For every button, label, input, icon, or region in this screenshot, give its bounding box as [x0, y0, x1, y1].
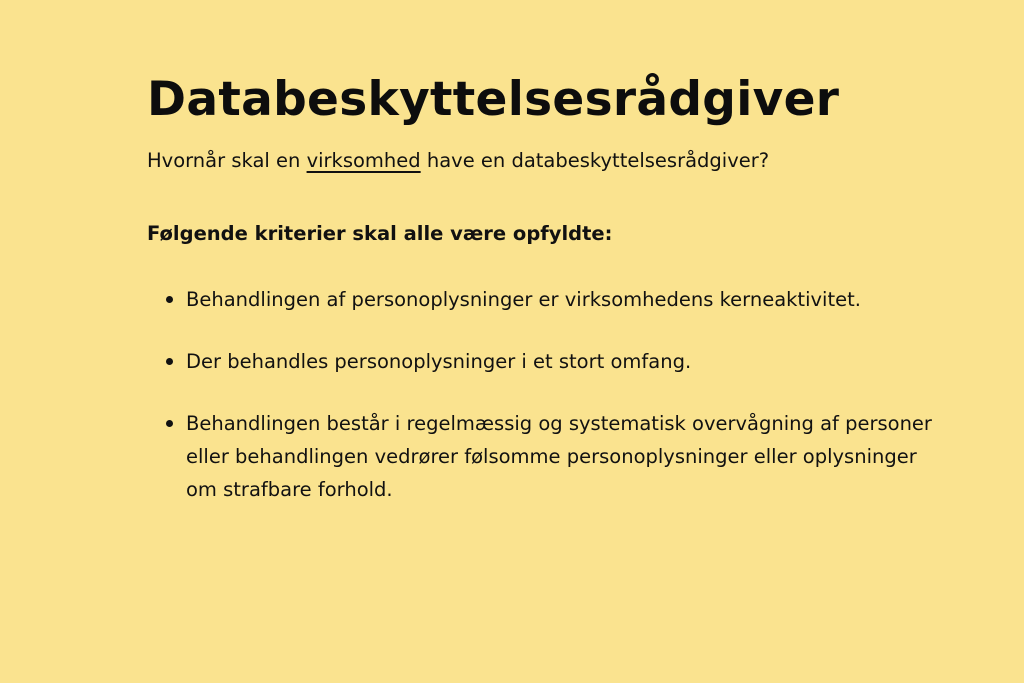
criteria-text: Der behandles personoplysninger i et stort omfang.: [186, 350, 692, 373]
bullet-icon: [166, 420, 173, 427]
criteria-item: [147, 345, 944, 378]
subtitle-question: [147, 146, 944, 176]
criteria-text: Behandlingen består i regelmæssig og systematisk overvågning af personer eller behandlingen vedrører følsomme personoplysninger eller oplysninger om strafbare forhold.: [186, 412, 932, 501]
page-title: Databeskyttelsesrådgiver: [147, 72, 840, 127]
subtitle-text-end: have en databeskyttelsesrådgiver?: [420, 149, 770, 172]
criteria-item: [147, 283, 944, 316]
subtitle-text-start: Hvornår skal en: [147, 149, 307, 172]
bullet-icon: [166, 296, 173, 303]
virksomhed-link[interactable]: virksomhed: [306, 149, 421, 172]
criteria-text: Behandlingen af personoplysninger er virksomhedens kerneaktivitet.: [186, 288, 861, 311]
criteria-heading: Følgende kriterier skal alle være opfyldte:: [147, 222, 613, 245]
criteria-item: [147, 407, 944, 506]
bullet-icon: [166, 358, 173, 365]
criteria-list: [147, 283, 944, 506]
